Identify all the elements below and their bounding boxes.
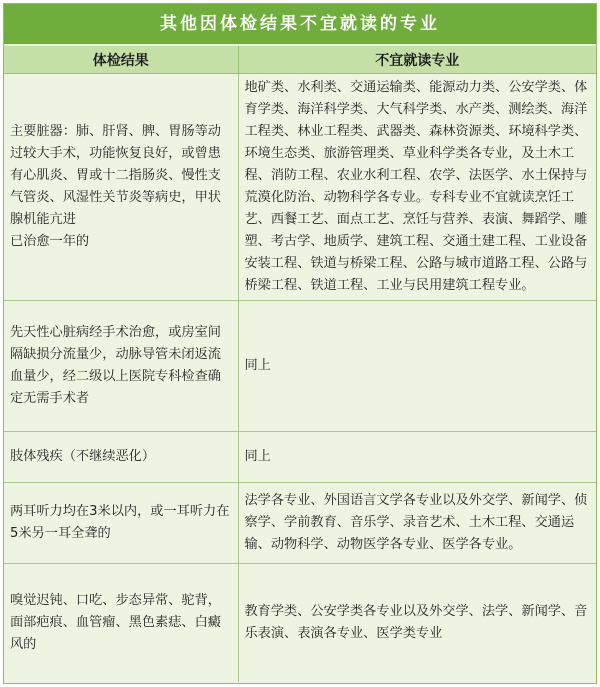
majors-cell [238, 483, 596, 564]
exam-result-text: 先天性心脏病经手术治愈，或房室间隔缺损分流量少，动脉导管未闭返流血量少，经二级以上医院专科检查确定无需手术者 [10, 325, 221, 406]
exam-result-cell [4, 301, 238, 432]
header-row [4, 46, 596, 74]
exam-result-text: 肢体残疾（不继续恶化） [10, 449, 156, 464]
table-row [4, 483, 596, 564]
header-unsuitable-majors: 不宜就读专业 [238, 46, 596, 74]
table-row [4, 432, 596, 483]
exam-result-text: 主要脏器：肺、肝肾、脾、胃肠等动过较大手术，功能恢复良好，或曾患有心肌炎、胃或十二指肠炎、慢性支气管炎、风湿性关节炎等病史，甲状腺机能亢进 已治愈一年的 [10, 124, 221, 249]
medical-restriction-table-card [3, 3, 597, 684]
exam-result-text: 两耳听力均在3米以内，或一耳听力在5米另一耳全聋的 [10, 504, 230, 541]
majors-text: 教育学类、公安学类各专业以及外交学、法学、新闻学、音乐表演、表演各专业、医学类专业 [244, 604, 588, 641]
restriction-table [4, 46, 596, 682]
table-title: 其他因体检结果不宜就读的专业 [4, 4, 596, 46]
majors-cell [238, 432, 596, 483]
majors-text: 同上 [244, 358, 271, 373]
exam-result-text: 嗅觉迟钝、口吃、步态异常、驼背，面部疤痕、血管瘤、黑色素痣、白癜风的 [10, 593, 221, 652]
majors-text: 法学各专业、外国语言文学各专业以及外交学、新闻学、侦察学、学前教育、音乐学、录音艺术、土木工程、交通运输、动物科学、动物医学各专业、医学各专业。 [244, 493, 588, 552]
majors-cell [238, 301, 596, 432]
majors-text: 地矿类、水利类、交通运输类、能源动力类、公安学类、体育学类、海洋科学类、大气科学类、水产类、测绘类、海洋工程类、林业工程类、武器类、森林资源类、环境科学类、环境生态类、旅游管理类、草业科学类各专业，及土木工程、消防工程、农业水利工程、农学、法医学、水土保持与荒漠化防治、动物科学各专业。专科专业不宜就读烹饪工艺、西餐工艺、面点工艺、烹饪与营养、表演、舞蹈学、雕塑、考古学、地质学、建筑工程、交通土建工程、工业设备安装工程、铁道与桥梁工程、公路与城市道路工程、公路与桥梁工程、铁道工程、工业与民用建筑工程专业。 [244, 80, 588, 293]
majors-cell [238, 74, 596, 301]
exam-result-cell [4, 483, 238, 564]
exam-result-cell [4, 74, 238, 301]
exam-result-cell [4, 432, 238, 483]
header-exam-result: 体检结果 [4, 46, 238, 74]
table-row [4, 301, 596, 432]
exam-result-cell [4, 564, 238, 683]
table-row [4, 564, 596, 683]
table-row [4, 74, 596, 301]
majors-cell [238, 564, 596, 683]
majors-text: 同上 [244, 449, 271, 464]
